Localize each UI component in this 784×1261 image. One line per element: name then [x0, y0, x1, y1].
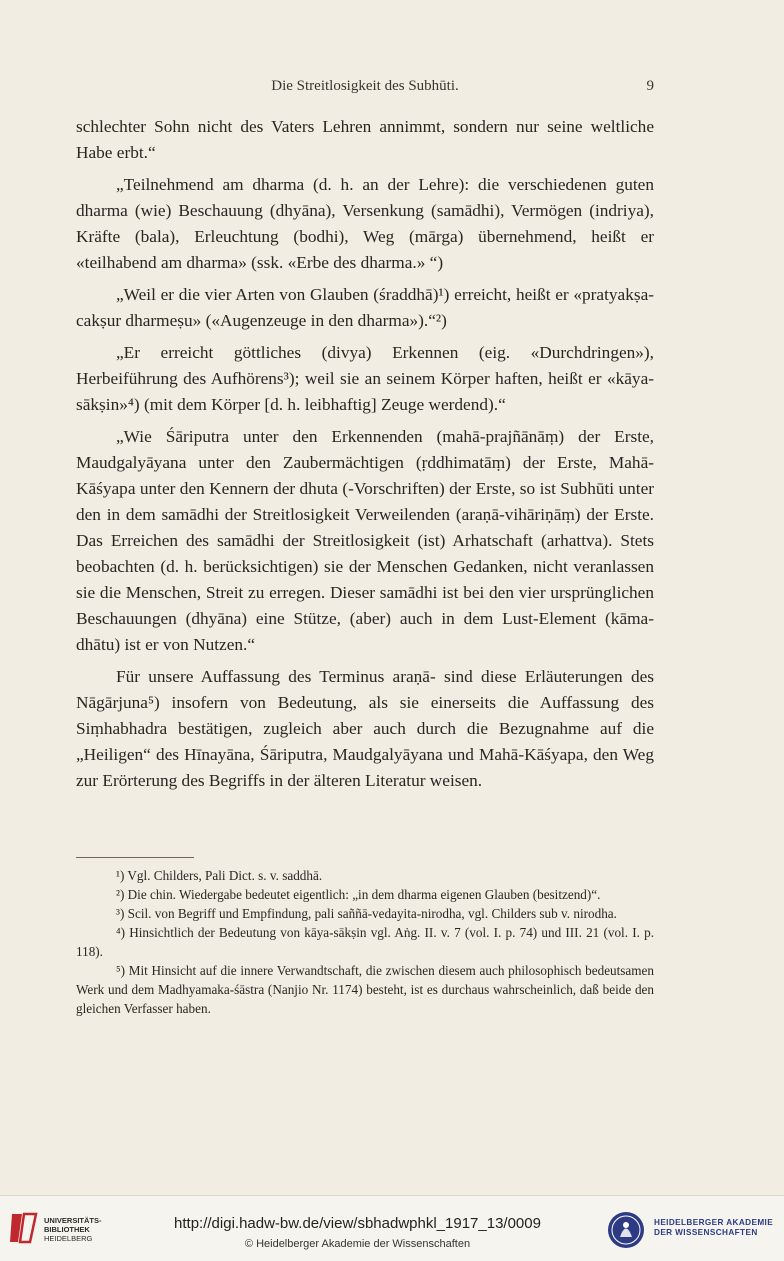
running-header [76, 78, 654, 102]
footnote: ¹) Vgl. Childers, Pali Dict. s. v. saddhā. [116, 868, 323, 883]
university-library-name [44, 1216, 102, 1243]
university-library-logo-icon[interactable] [8, 1210, 38, 1246]
footnote: ³) Scil. von Begriff und Empfindung, pali saññā-vedayita-nirodha, vgl. Childers sub v. nirodha. [116, 906, 617, 921]
paragraph: „Er erreicht göttliches (divya) Erkennen (eig. «Durchdringen»), Herbeiführung des Aufhörens³); weil sie an seinem Körper haften, heißt er «kāya-sākṣin»⁴) (mit dem Körper [d. h. leibhaftig] Zeuge werdend).“ [76, 343, 654, 414]
main-text [76, 114, 654, 794]
library-name-line: BIBLIOTHEK [44, 1225, 90, 1234]
viewer-footer [0, 1195, 784, 1261]
academy-seal-icon[interactable] [606, 1210, 646, 1250]
permalink-url[interactable]: http://digi.hadw-bw.de/view/sbhadwphkl_1917_13/0009 [174, 1215, 541, 1232]
library-name-line: HEIDELBERG [44, 1234, 93, 1243]
paragraph: schlechter Sohn nicht des Vaters Lehren annimmt, sondern nur seine weltliche Habe erbt.“ [76, 117, 654, 162]
footnote: ⁵) Mit Hinsicht auf die innere Verwandtschaft, die zwischen diesem auch philosophisch bedeutsamen Werk und dem Madhyamaka-śāstra (Nanjio Nr. 1174) besteht, ist es durchaus wahrscheinlich, daß beide den gleichen Verfasser haben. [76, 963, 654, 1016]
library-name-line: UNIVERSITÄTS- [44, 1216, 102, 1225]
running-title: Die Streitlosigkeit des Subhūti. [271, 78, 459, 94]
footnote: ²) Die chin. Wiedergabe bedeutet eigentlich: „in dem dharma eigenen Glauben (besitzend)“. [116, 887, 601, 902]
paragraph: „Weil er die vier Arten von Glauben (śraddhā)¹) erreicht, heißt er «pratyakṣa-cakṣur dharmeṣu» («Augenzeuge in den dharma»).“²) [76, 285, 654, 330]
paragraph: „Wie Śāriputra unter den Erkennenden (mahā-prajñānāṃ) der Erste, Maudgalyāyana unter den Zaubermächtigen (ṛddhimatāṃ) der Erste, Mahā-Kāśyapa unter den Kennern der dhuta (-Vorschriften) der Erste, so ist Subhūti unter den in dem samādhi der Streitlosigkeit Verweilenden (araṇā-vihāriṇāṃ) der Erste. Das Erreichen des samādhi der Streitlosigkeit (ist) Arhatschaft (arhattva). Stets beobachten (d. h. berücksichtigen) sie der Menschen Gedanken, nicht veranlassen sie die Menschen, Streit zu erregen. Dieser samādhi ist bei den vier ursprünglichen Beschauungen (dhyāna) eine Stütze, (aber) auch in dem Lust-Element (kāma-dhātu) ist er von Nutzen.“ [76, 427, 654, 654]
academy-name-line: HEIDELBERGER AKADEMIE [654, 1218, 774, 1227]
copyright-notice: © Heidelberger Akademie der Wissenschaften [244, 1238, 471, 1250]
page-number: 9 [646, 78, 654, 94]
paragraph: Für unsere Auffassung des Terminus araṇā- sind diese Erläuterungen des Nāgārjuna⁵) insofern von Bedeutung, als sie einerseits die Auffassung des Siṃhabhadra bestätigen, zugleich aber auch durch die Bezugnahme auf die „Heiligen“ des Hīnayāna, Śāriputra, Maudgalyāyana und Mahā-Kāśyapa, den Weg zur Erörterung des Begriffs in der älteren Literatur weisen. [76, 667, 654, 790]
footnote-divider [76, 857, 194, 858]
footnote: ⁴) Hinsichtlich der Bedeutung von kāya-sākṣin vgl. Aṅg. II. v. 7 (vol. I. p. 74) und III. 21 (vol. I. p. 118). [76, 925, 654, 959]
academy-name [654, 1218, 773, 1238]
paragraph: „Teilnehmend am dharma (d. h. an der Lehre): die verschiedenen guten dharma (wie) Beschauung (dhyāna), Versenkung (samādhi), Vermögen (indriya), Kräfte (bala), Erleuchtung (bodhi), Weg (mārga) übernehmend, heißt er «teilhabend am dharma» (ssk. «Erbe des dharma.» “) [76, 175, 654, 272]
academy-name-line: DER WISSENSCHAFTEN [654, 1228, 758, 1237]
footnotes [76, 866, 654, 1018]
